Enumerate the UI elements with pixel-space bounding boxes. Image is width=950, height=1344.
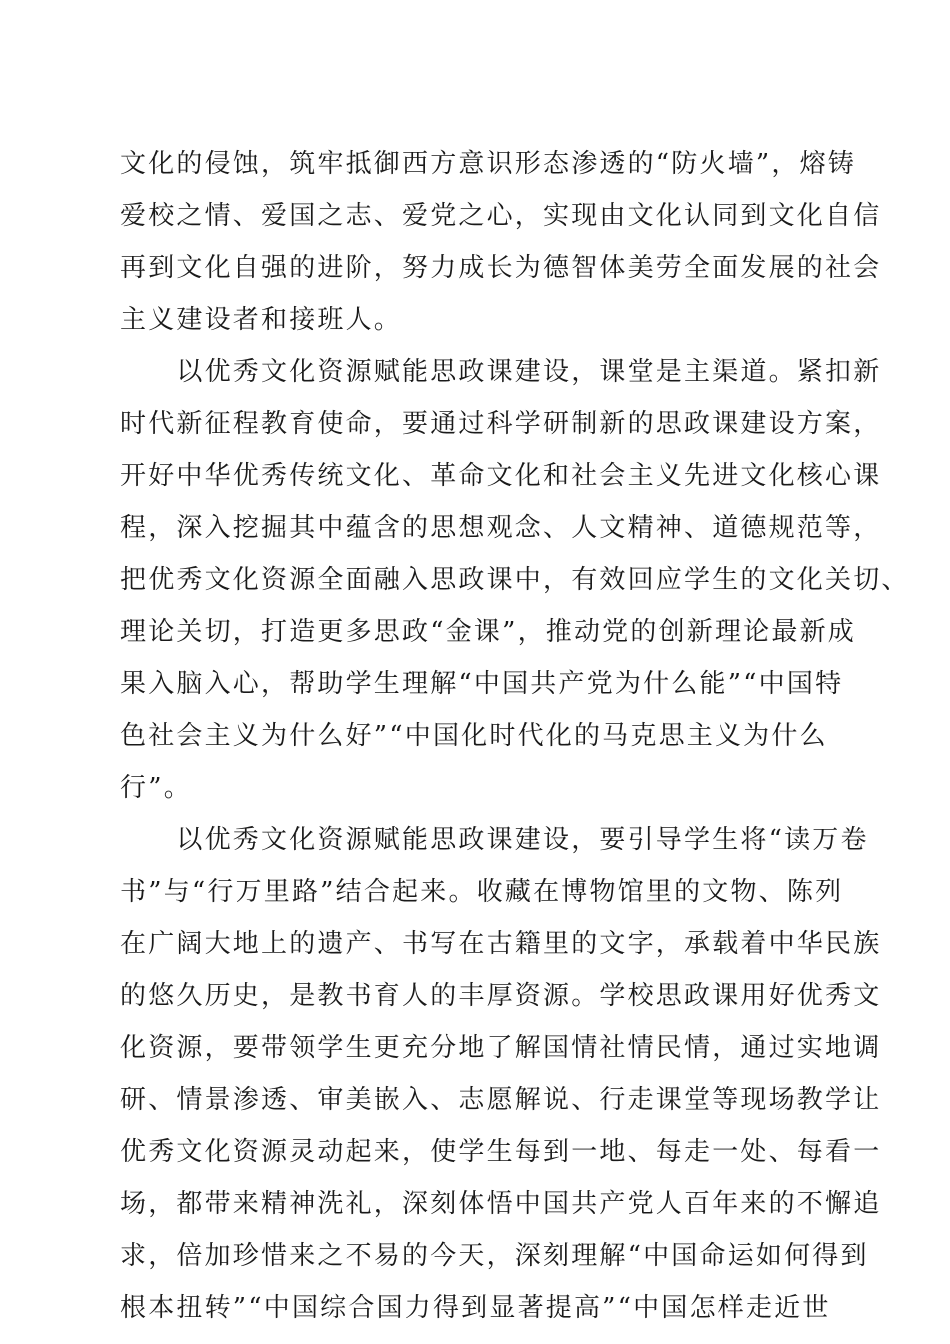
text-line: 优秀文化资源灵动起来，使学生每到一地、每走一处、每看一: [120, 1137, 882, 1167]
body-text: [120, 138, 910, 1334]
text-line: 书”与“行万里路”结合起来。收藏在博物馆里的文物、陈列: [120, 877, 844, 907]
text-line: 化资源，要带领学生更充分地了解国情社情民情，通过实地调: [120, 1033, 882, 1063]
text-line: 研、情景渗透、审美嵌入、志愿解说、行走课堂等现场教学让: [120, 1085, 882, 1115]
text-line: 再到文化自强的进阶，努力成长为德智体美劳全面发展的社会: [120, 253, 882, 283]
text-line: 程，深入挖掘其中蕴含的思想观念、人文精神、道德规范等，: [120, 513, 882, 543]
text-line: 在广阔大地上的遗产、书写在古籍里的文字，承载着中华民族: [120, 929, 882, 959]
text-line: 根本扭转”“中国综合国力得到显著提高”“中国怎样走近世: [120, 1293, 831, 1323]
text-line: 以优秀文化资源赋能思政课建设，要引导学生将“读万卷: [120, 825, 869, 855]
text-line: 场，都带来精神洗礼，深刻体悟中国共产党人百年来的不懈追: [120, 1189, 882, 1219]
text-line: 时代新征程教育使命，要通过科学研制新的思政课建设方案，: [120, 409, 882, 439]
text-line: 文化的侵蚀，筑牢抵御西方意识形态渗透的“防火墙”，熔铸: [120, 149, 856, 179]
text-line: 把优秀文化资源全面融入思政课中，有效回应学生的文化关切、: [120, 565, 910, 595]
text-line: 色社会主义为什么好”“中国化时代化的马克思主义为什么: [120, 721, 828, 751]
text-line: 以优秀文化资源赋能思政课建设，课堂是主渠道。紧扣新: [120, 357, 882, 387]
text-line: 开好中华优秀传统文化、革命文化和社会主义先进文化核心课: [120, 461, 882, 491]
text-line: 果入脑入心，帮助学生理解“中国共产党为什么能”“中国特: [120, 669, 844, 699]
text-line: 求，倍加珍惜来之不易的今天，深刻理解“中国命运如何得到: [120, 1241, 869, 1271]
text-line: 行”。: [120, 773, 192, 803]
text-line: 理论关切，打造更多思政“金课”，推动党的创新理论最新成: [120, 617, 856, 647]
text-line: 爱校之情、爱国之志、爱党之心，实现由文化认同到文化自信: [120, 201, 882, 231]
text-line: 主义建设者和接班人。: [120, 305, 403, 335]
text-line: 的悠久历史，是教书育人的丰厚资源。学校思政课用好优秀文: [120, 981, 882, 1011]
